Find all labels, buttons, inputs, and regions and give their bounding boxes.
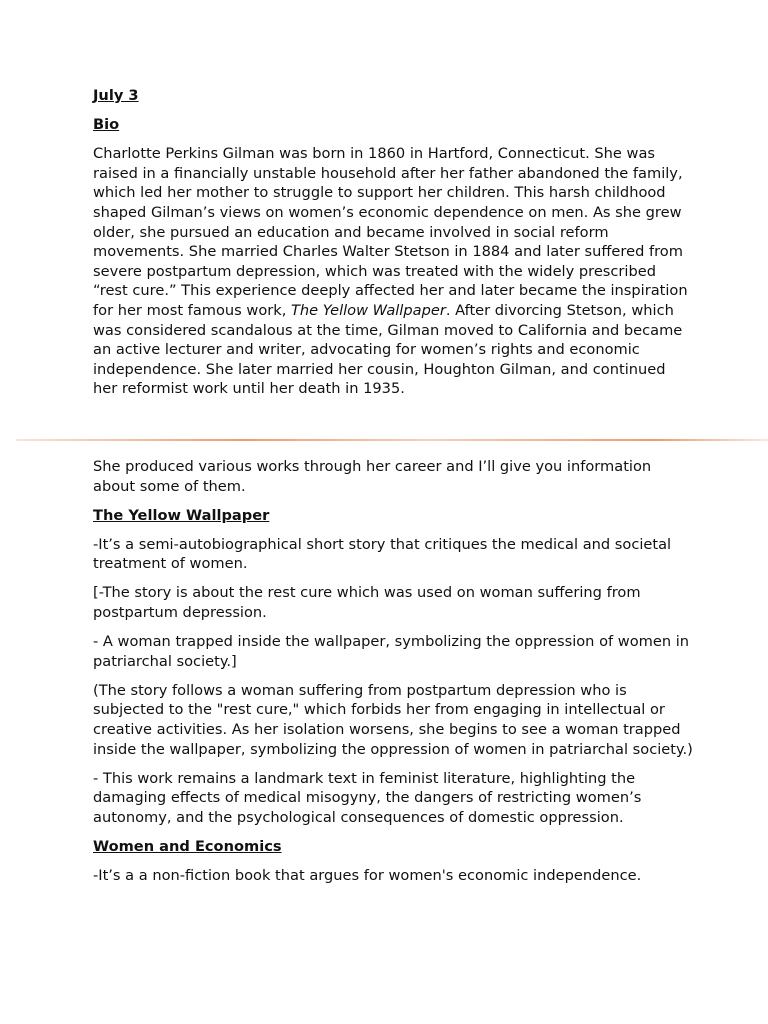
intro-paragraph: She produced various works through her career and I’ll give you information about some of them. [93, 458, 652, 495]
work-paragraph: -It’s a a non-fiction book that argues for women's economic independence. [93, 867, 642, 885]
work-paragraph: - This work remains a landmark text in feminist literature, highlighting the damaging effects of medical misogyny, the dangers of restricting women’s autonomy, and the psychological consequences of domestic oppression. [93, 769, 642, 826]
work-paragraph: -It’s a semi-autobiographical short story that critiques the medical and societal treatment of women. [93, 535, 672, 573]
section-divider [16, 439, 768, 441]
document-section-works [93, 457, 693, 895]
document-section-bio [93, 86, 693, 408]
work-heading-women-and-economics: Women and Economics [93, 838, 282, 855]
work-paragraph: - A woman trapped inside the wallpaper, symbolizing the oppression of women in patriarchal society.] [93, 633, 690, 670]
bio-work-title: The Yellow Wallpaper [291, 301, 446, 319]
date-heading: July 3 [93, 87, 139, 104]
work-paragraph: [-The story is about the rest cure which was used on woman suffering from postpartum depression. [93, 584, 641, 622]
work-heading-yellow-wallpaper: The Yellow Wallpaper [93, 506, 270, 524]
bio-text-part-1: Charlotte Perkins Gilman was born in 1860 in Hartford, Connecticut. She was raised in a financially unstable household after her father abandoned the family, which led her mother to struggle to support her children. This harsh childhood shaped Gilman’s views on women’s economic dependence on men. As she grew older, she pursued an education and became involved in social reform movements. She married Charles Walter Stetson in 1884 and later suffered from severe postpartum depression, which was treated with the widely prescribed “rest cure.” This experience deeply affected her and later became the inspiration for her most famous work, [93, 145, 688, 319]
work-paragraph: (The story follows a woman suffering from postpartum depression who is subjected to the "rest cure," which forbids her from engaging in intellectual or creative activities. As her isolation worsens, she begins to see a woman trapped inside the wallpaper, symbolizing the oppression of women in patriarchal society.) [93, 681, 693, 758]
bio-heading: Bio [93, 116, 120, 134]
bio-paragraph [93, 144, 693, 399]
bio-text-part-2: . After divorcing Stetson, which was considered scandalous at the time, Gilman moved to California and became an active lecturer and writer, advocating for women’s rights and economic independence. She later married her cousin, Houghton Gilman, and continued her reformist work until her death in 1935. [93, 301, 683, 398]
